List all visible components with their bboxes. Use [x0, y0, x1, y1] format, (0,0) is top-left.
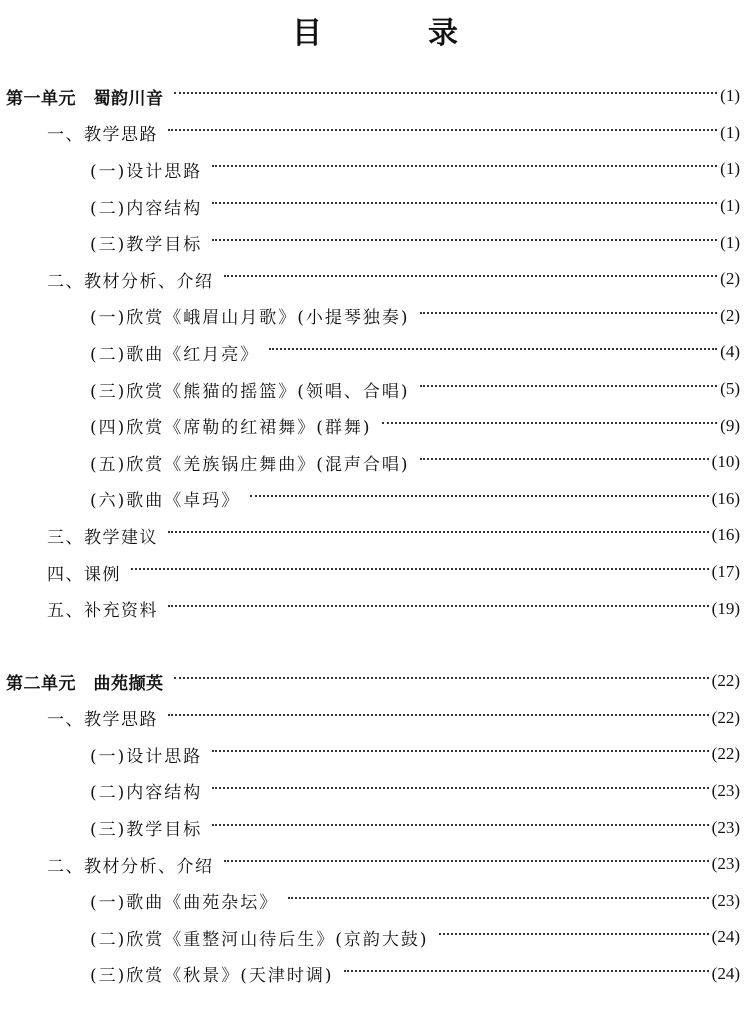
toc-entry-page-number: (23): [711, 890, 740, 910]
dot-leader: [174, 677, 709, 679]
dot-leader: [168, 129, 717, 131]
dot-leader: [212, 787, 708, 789]
toc-entry-label: 第一单元 蜀韵川音: [6, 88, 164, 109]
toc-entry-page-number: (2): [720, 305, 740, 325]
toc-entry-page-number: (16): [711, 525, 740, 545]
dot-leader: [131, 568, 709, 570]
toc-entry-page-number: (10): [711, 452, 740, 472]
dot-leader: [224, 275, 718, 277]
toc-entry-page-number: (1): [720, 86, 740, 106]
toc-section: [0, 663, 750, 992]
toc-entry-page-number: (16): [711, 488, 740, 508]
toc-entry-page-number: (4): [720, 342, 740, 362]
toc-entry-label: (一)设计思路: [90, 746, 203, 767]
toc-entry-page-number: (22): [711, 707, 740, 727]
toc-entry-label: 一、教学思路: [47, 125, 158, 146]
toc-entry[interactable]: [0, 882, 750, 919]
toc-entry[interactable]: [0, 224, 750, 261]
toc-entry-page-number: (23): [711, 854, 740, 874]
dot-leader: [269, 348, 717, 350]
toc-entry[interactable]: [0, 736, 750, 773]
dot-leader: [288, 897, 708, 899]
toc-entry-label: 二、教材分析、介绍: [47, 856, 214, 877]
dot-leader: [344, 970, 709, 972]
toc-entry[interactable]: [0, 919, 750, 956]
toc-entry-label: (二)内容结构: [90, 783, 203, 804]
table-of-contents: [0, 78, 750, 992]
toc-entry-page-number: (23): [711, 817, 740, 837]
toc-entry-label: (二)内容结构: [90, 198, 203, 219]
dot-leader: [174, 92, 718, 94]
toc-entry-label: (二)欣赏《重整河山待后生》(京韵大鼓): [90, 929, 429, 950]
toc-entry[interactable]: [0, 115, 750, 152]
toc-entry-label: (三)欣赏《熊猫的摇篮》(领唱、合唱): [90, 381, 410, 402]
toc-entry-page-number: (1): [720, 196, 740, 216]
toc-entry-page-number: (9): [720, 415, 740, 435]
dot-leader: [420, 458, 709, 460]
toc-entry-page-number: (24): [711, 927, 740, 947]
toc-entry-page-number: (2): [720, 269, 740, 289]
dot-leader: [212, 202, 717, 204]
dot-leader: [439, 933, 709, 935]
toc-entry-label: (一)歌曲《曲苑杂坛》: [90, 893, 279, 914]
toc-entry-label: 二、教材分析、介绍: [47, 271, 214, 292]
toc-entry-page-number: (23): [711, 780, 740, 800]
dot-leader: [168, 714, 709, 716]
dot-leader: [212, 239, 717, 241]
toc-entry-page-number: (1): [720, 122, 740, 142]
toc-entry-page-number: (19): [711, 598, 740, 618]
toc-entry[interactable]: [0, 444, 750, 481]
toc-entry-page-number: (1): [720, 232, 740, 252]
toc-entry[interactable]: [0, 809, 750, 846]
dot-leader: [212, 824, 708, 826]
dot-leader: [168, 605, 709, 607]
toc-entry[interactable]: [0, 956, 750, 993]
toc-unit-entry[interactable]: [0, 663, 750, 700]
dot-leader: [212, 750, 708, 752]
toc-entry-label: 一、教学思路: [47, 710, 158, 731]
toc-entry-label: (二)歌曲《红月亮》: [90, 344, 260, 365]
toc-entry-label: 第二单元 曲苑撷英: [6, 673, 164, 694]
toc-entry[interactable]: [0, 407, 750, 444]
dot-leader: [420, 385, 718, 387]
toc-section: [0, 78, 750, 627]
dot-leader: [382, 422, 718, 424]
dot-leader: [212, 165, 717, 167]
toc-entry[interactable]: [0, 590, 750, 627]
toc-entry-label: 三、教学建议: [47, 527, 158, 548]
dot-leader: [420, 312, 718, 314]
toc-entry-label: 五、补充资料: [47, 601, 158, 622]
toc-entry[interactable]: [0, 700, 750, 737]
toc-entry-label: (四)欣赏《席勒的红裙舞》(群舞): [90, 418, 372, 439]
toc-entry-page-number: (5): [720, 379, 740, 399]
toc-entry-page-number: (17): [711, 562, 740, 582]
toc-entry[interactable]: [0, 151, 750, 188]
toc-entry[interactable]: [0, 846, 750, 883]
page-title: 目 录: [292, 16, 496, 51]
toc-entry[interactable]: [0, 334, 750, 371]
toc-unit-entry[interactable]: [0, 78, 750, 115]
dot-leader: [250, 495, 708, 497]
toc-entry-label: (三)欣赏《秋景》(天津时调): [90, 966, 334, 987]
toc-entry[interactable]: [0, 517, 750, 554]
toc-entry[interactable]: [0, 481, 750, 518]
toc-entry-page-number: (22): [711, 671, 740, 691]
toc-entry-label: 四、课例: [47, 564, 121, 585]
toc-entry-label: (五)欣赏《羌族锅庄舞曲》(混声合唱): [90, 454, 410, 475]
dot-leader: [224, 860, 709, 862]
toc-entry-label: (三)教学目标: [90, 235, 203, 256]
dot-leader: [168, 531, 709, 533]
toc-entry[interactable]: [0, 188, 750, 225]
toc-entry-label: (三)教学目标: [90, 820, 203, 841]
toc-entry-page-number: (24): [711, 963, 740, 983]
toc-entry-label: (六)歌曲《卓玛》: [90, 491, 241, 512]
toc-entry[interactable]: [0, 298, 750, 335]
toc-entry[interactable]: [0, 261, 750, 298]
toc-entry-label: (一)设计思路: [90, 161, 203, 182]
toc-entry-label: (一)欣赏《峨眉山月歌》(小提琴独奏): [90, 308, 410, 329]
toc-entry-page-number: (22): [711, 744, 740, 764]
toc-entry[interactable]: [0, 554, 750, 591]
toc-entry-page-number: (1): [720, 159, 740, 179]
toc-entry[interactable]: [0, 371, 750, 408]
toc-entry[interactable]: [0, 773, 750, 810]
